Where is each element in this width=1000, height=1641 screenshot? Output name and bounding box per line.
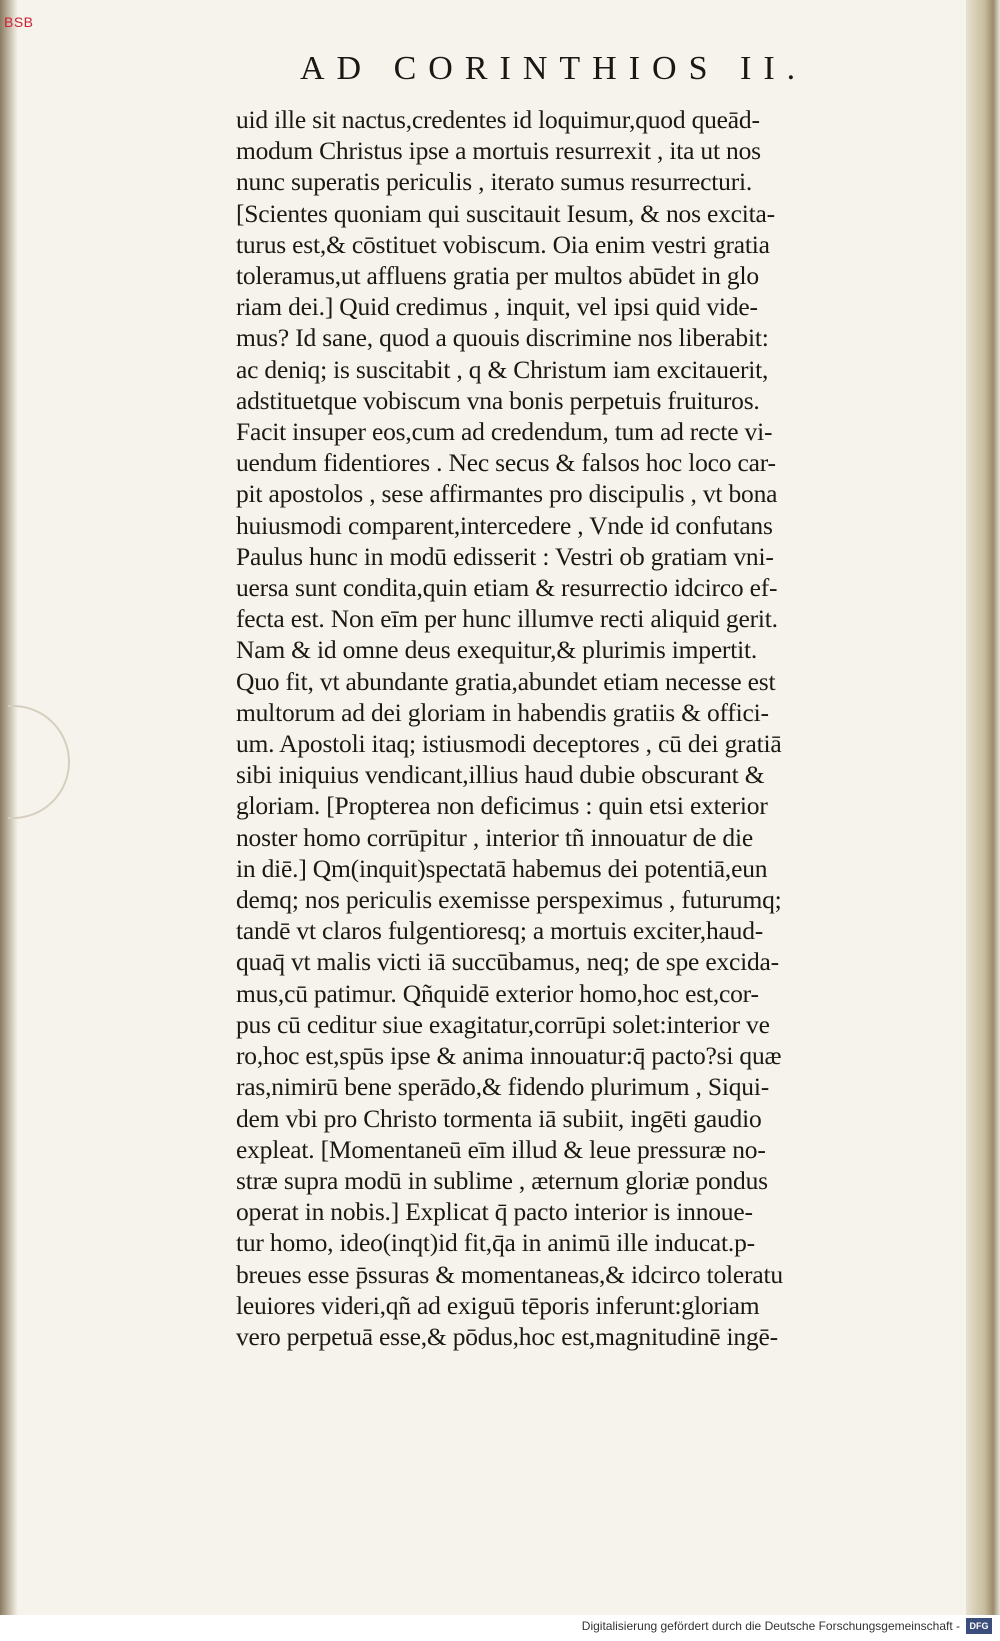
text-line: gloriam. [Propterea non deficimus : quin etsi exterior	[236, 791, 768, 821]
page-edge	[966, 0, 1000, 1615]
text-line: demq; nos periculis exemisse perspeximus , futurumq;	[236, 885, 782, 915]
main-text-block	[236, 104, 926, 1352]
text-line: expleat. [Momentaneū eīm illud & leue pressuræ no-	[236, 1134, 766, 1164]
text-line: in diē.] Qm(inquit)spectatā habemus dei potentiā,eun	[236, 853, 768, 883]
text-line: multorum ad dei gloriam in habendis gratiis & offici-	[236, 697, 769, 727]
text-line: pus cū ceditur siue exagitatur,corrūpi solet:interior ve	[236, 1009, 770, 1039]
text-line: adstituetque vobiscum vna bonis perpetuis fruituros.	[236, 385, 760, 415]
text-line: uersa sunt condita,quin etiam & resurrectio idcirco ef-	[236, 573, 778, 603]
text-line: dem vbi pro Christo tormenta iā subiit, ingēti gaudio	[236, 1103, 762, 1133]
text-line: nunc superatis periculis , iterato sumus resurrecturi.	[236, 167, 753, 197]
text-line: uid ille sit nactus,credentes id loquimur,quod queād-	[236, 105, 760, 134]
text-line: [Scientes quoniam qui suscitauit Iesum, & nos excita-	[236, 198, 775, 228]
text-line: Paulus hunc in modū edisserit : Vestri ob gratiam vni-	[236, 541, 774, 571]
text-line: ac deniq; is suscitabit , q & Christum iam excitauerit,	[236, 354, 769, 384]
dfg-logo: DFG	[966, 1618, 992, 1634]
text-line: um. Apostoli itaq; istiusmodi deceptores , cū dei gratiā	[236, 729, 782, 759]
text-line: pit apostolos , sese affirmantes pro discipulis , vt bona	[236, 479, 778, 509]
text-line: operat in nobis.] Explicat q̄ pacto interior is innoue-	[236, 1197, 753, 1227]
text-line: sibi iniquius vendicant,illius haud dubie obscurant &	[236, 760, 765, 790]
text-line: huiusmodi comparent,intercedere , Vnde id confutans	[236, 510, 773, 540]
text-line: modum Christus ipse a mortuis resurrexit , ita ut nos	[236, 136, 761, 166]
text-line: tandē vt claros fulgentioresq; a mortuis exciter,haud-	[236, 916, 764, 946]
text-line: ro,hoc est,spūs ipse & anima innouatur:q̄ pacto?si quæ	[236, 1041, 782, 1071]
library-mark: BSB	[4, 14, 34, 30]
text-line: tur homo, ideo(inqt)id fit,q̄a in animū ille inducat.p-	[236, 1228, 755, 1258]
page-tab-mark	[8, 705, 70, 819]
text-line: vero perpetuā esse,& pōdus,hoc est,magnitudinē ingē-	[236, 1321, 778, 1351]
text-line: breues esse p̄ssuras & momentaneas,& idcirco toleratu	[236, 1259, 783, 1289]
text-line: ras,nimirū bene sperādo,& fidendo plurimum , Siqui-	[236, 1072, 769, 1102]
footer-credit: Digitalisierung gefördert durch die Deutsche Forschungsgemeinschaft -	[581, 1619, 960, 1633]
text-line: uendum fidentiores . Nec secus & falsos hoc loco car-	[236, 448, 776, 478]
text-line: quaq̄ vt malis victi iā succūbamus, neq; de spe excida-	[236, 947, 779, 977]
text-line: leuiores videri,qñ ad exiguū tēporis inferunt:gloriam	[236, 1290, 760, 1320]
text-line: turus est,& cōstituet vobiscum. Oia enim vestri gratia	[236, 229, 770, 259]
gutter-shadow	[0, 0, 18, 1641]
text-line: Facit insuper eos,cum ad credendum, tum ad recte vi-	[236, 417, 773, 447]
text-line: riam dei.] Quid credimus , inquit, vel ipsi quid vide-	[236, 292, 758, 322]
text-line: fecta est. Non eīm per hunc illumve recti aliquid gerit.	[236, 604, 778, 634]
text-line: noster homo corrūpitur , interior tñ innouatur de die	[236, 822, 753, 852]
text-line: stræ supra modū in sublime , æternum gloriæ pondus	[236, 1165, 768, 1195]
text-line: Quo fit, vt abundante gratia,abundet etiam necesse est	[236, 666, 776, 696]
text-line: mus,cū patimur. Qñquidē exterior homo,hoc est,cor-	[236, 978, 759, 1008]
text-line: toleramus,ut affluens gratia per multos abūdet in glo	[236, 261, 759, 291]
text-line: mus? Id sane, quod a quouis discrimine nos liberabit:	[236, 323, 769, 353]
running-head: AD CORINTHIOS II.	[300, 50, 808, 87]
text-line: Nam & id omne deus exequitur,& plurimis impertit.	[236, 635, 758, 665]
